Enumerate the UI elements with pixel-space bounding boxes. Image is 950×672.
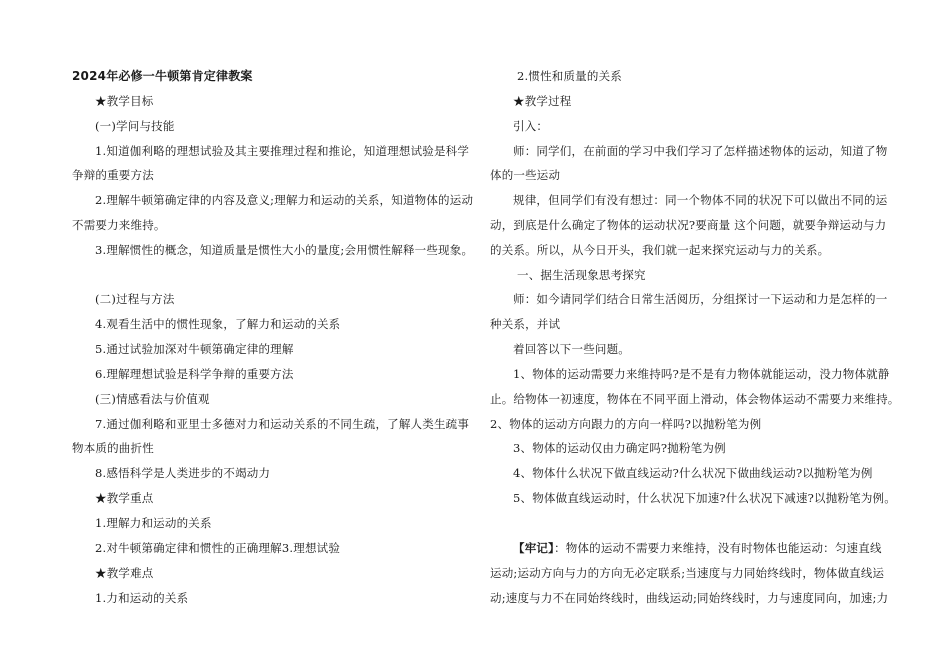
text-line: 1.知道伽利略的理想试验及其主要推理过程和推论，知道理想试验是科学 — [95, 144, 470, 158]
question-line: 4、物体什么状况下做直线运动?什么状况下做曲线运动?以抛粉笔为例 — [513, 466, 873, 480]
question-line: 2、物体的运动方向跟力的方向一样吗?以抛粉笔为例 — [490, 417, 762, 431]
remember-text: ：物体的运动不需要力来维持，没有时物体也能运动：匀速直线 — [554, 541, 882, 555]
text-line: 3.理解惯性的概念，知道质量是惯性大小的量度;会用惯性解释一些现象。 — [95, 243, 474, 257]
text-line: 的关系。所以，从今日开头，我们就一起来探究运动与力的关系。 — [490, 243, 830, 257]
question-line: 3、物体的运动仅由力确定吗?抛粉笔为例 — [513, 441, 726, 455]
text-line: 2.对牛顿第确定律和惯性的正确理解3.理想试验 — [95, 541, 341, 555]
text-line: 运动;运动方向与力的方向无必定联系;当速度与力同始终线时，物体做直线运 — [490, 566, 885, 580]
question-line: 1、物体的运动需要力来维持吗?是不是有力物体就能运动，没力物体就静 — [513, 367, 890, 381]
text-line: 规律，但同学们有没有想过：同一个物体不同的状况下可以做出不同的运 — [513, 193, 888, 207]
text-line: 种关系，并试 — [490, 317, 561, 331]
subheading-knowledge-skills: (一)学问与技能 — [95, 119, 175, 133]
text-line: 动，到底是什么确定了物体的运动状况?要商量 这个问题，就要争辩运动与力 — [490, 218, 887, 232]
text-line: 体的一些运动 — [490, 168, 561, 182]
question-line: 止。给物体一初速度，物体在不同平面上滑动，体会物体运动不需要力来维持。 — [490, 392, 900, 406]
section-heading-life-phenomena: 一、据生活现象思考探究 — [517, 268, 646, 282]
text-line: 4.观看生活中的惯性现象，了解力和运动的关系 — [95, 317, 341, 331]
text-line: 6.理解理想试验是科学争辩的重要方法 — [95, 367, 294, 381]
heading-teaching-process: ★教学过程 — [513, 94, 572, 108]
question-line: 5、物体做直线运动时，什么状况下加速?什么状况下减速?以抛粉笔为例。 — [513, 491, 896, 505]
text-line: 引入： — [513, 119, 549, 133]
text-line: 1.力和运动的关系 — [95, 591, 189, 605]
text-line: 物本质的曲折性 — [72, 441, 154, 455]
text-line: 8.感悟科学是人类进步的不竭动力 — [95, 466, 271, 480]
remember-label: 【牢记】 — [513, 541, 555, 555]
text-line: 2.理解牛顿第确定律的内容及意义;理解力和运动的关系，知道物体的运动 — [95, 193, 474, 207]
text-line: 着回答以下一些问题。 — [513, 342, 630, 356]
heading-teaching-focus: ★教学重点 — [95, 491, 154, 505]
text-line: 不需要力来维持。 — [72, 218, 166, 232]
heading-teaching-difficulties: ★教学难点 — [95, 566, 154, 580]
text-line: 动;速度与力不在同始终线时，曲线运动;同始终线时，力与速度同向，加速;力 — [490, 591, 889, 605]
text-line: 5.通过试验加深对牛顿第确定律的理解 — [95, 342, 294, 356]
text-line: 1.理解力和运动的关系 — [95, 516, 212, 530]
subheading-emotion-values: (三)情感看法与价值观 — [95, 392, 210, 406]
text-line: 师：同学们，在前面的学习中我们学习了怎样描述物体的运动，知道了物 — [513, 144, 888, 158]
remember-note — [513, 541, 882, 555]
text-line: 师：如今请同学们结合日常生活阅历，分组探讨一下运动和力是怎样的一 — [513, 292, 888, 306]
text-line: 2.惯性和质量的关系 — [517, 69, 622, 83]
heading-teaching-goals: ★教学目标 — [95, 94, 154, 108]
text-line: 争辩的重要方法 — [72, 168, 154, 182]
document-title: 2024年必修一牛顿第肯定律教案 — [72, 69, 253, 83]
text-line: 7.通过伽利略和亚里士多德对力和运动关系的不同生疏，了解人类生疏事 — [95, 417, 470, 431]
subheading-process-methods: (二)过程与方法 — [95, 292, 175, 306]
